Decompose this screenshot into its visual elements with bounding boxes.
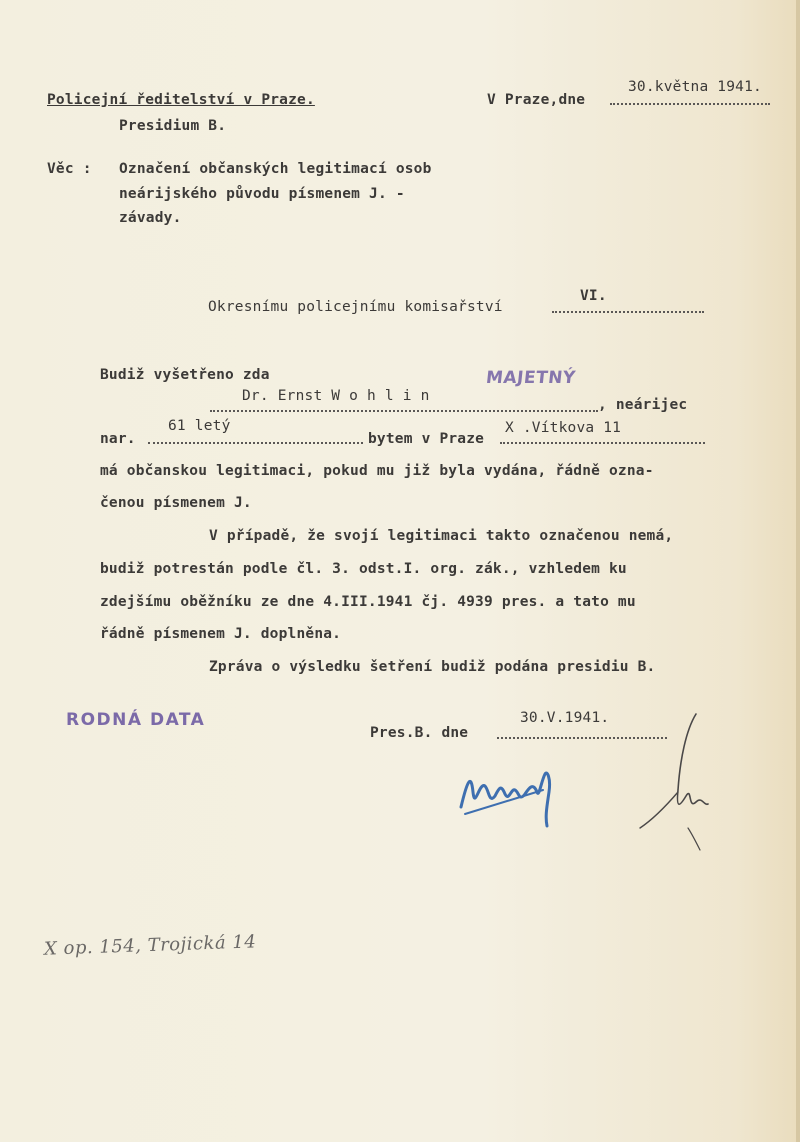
birth-data-stamp: RODNÁ DATA (66, 710, 206, 730)
investigation-intro: Budiž vyšetřeno zda (100, 367, 270, 383)
paragraph-1-line-2: čenou písmenem J. (100, 495, 252, 511)
name-stamp: MAJETNÝ (484, 368, 577, 388)
addressee: Okresnímu policejnímu komisařství (208, 299, 503, 315)
subject-line-3: závady. (119, 210, 182, 226)
district-number: VI. (580, 288, 607, 304)
place-date-prefix: V Praze,dne (487, 92, 586, 108)
paragraph-2-line-1: V případě, že svojí legitimaci takto označenou nemá, (209, 528, 674, 544)
subject-label: Věc : (47, 161, 92, 177)
paragraph-2-line-3: zdejšímu oběžníku ze dne 4.III.1941 čj. 4939 pres. a tato mu (100, 594, 636, 610)
age: 61 letý (168, 418, 231, 434)
presidium-label: Presidium B. (119, 118, 227, 134)
paragraph-1-line-1: má občanskou legitimaci, pokud mu již byla vydána, řádně ozna- (100, 463, 654, 479)
born-label: nar. (100, 431, 136, 447)
paragraph-3: Zpráva o výsledku šetření budiž podána presidiu B. (209, 659, 656, 675)
pres-date: 30.V.1941. (520, 710, 610, 726)
pencil-signature (630, 710, 720, 860)
issuing-office: Policejní ředitelství v Praze. (47, 92, 315, 108)
age-dotted-line (148, 442, 363, 444)
subject-line-2: neárijského původu písmenem J. - (119, 186, 405, 202)
header-date: 30.května 1941. (628, 79, 762, 95)
name-suffix: , neárijec (598, 397, 688, 413)
address-dotted-line (500, 442, 705, 444)
address: X .Vítkova 11 (505, 420, 622, 436)
name-dotted-line (210, 410, 598, 412)
person-name: Dr. Ernst W o h l i n (242, 388, 430, 404)
subject-line-1: Označení občanských legitimací osob (119, 161, 432, 177)
date-dotted-line (610, 103, 770, 105)
pres-date-label: Pres.B. dne (370, 725, 469, 741)
paper-edge (796, 0, 800, 1142)
blue-signature (455, 752, 565, 832)
paragraph-2-line-4: řádně písmenem J. doplněna. (100, 626, 342, 642)
residence-label: bytem v Praze (368, 431, 485, 447)
addressee-dotted-line (552, 311, 704, 313)
pencil-note: X op. 154, Trojická 14 (43, 931, 257, 960)
paragraph-2-line-2: budiž potrestán podle čl. 3. odst.I. org. zák., vzhledem ku (100, 561, 627, 577)
